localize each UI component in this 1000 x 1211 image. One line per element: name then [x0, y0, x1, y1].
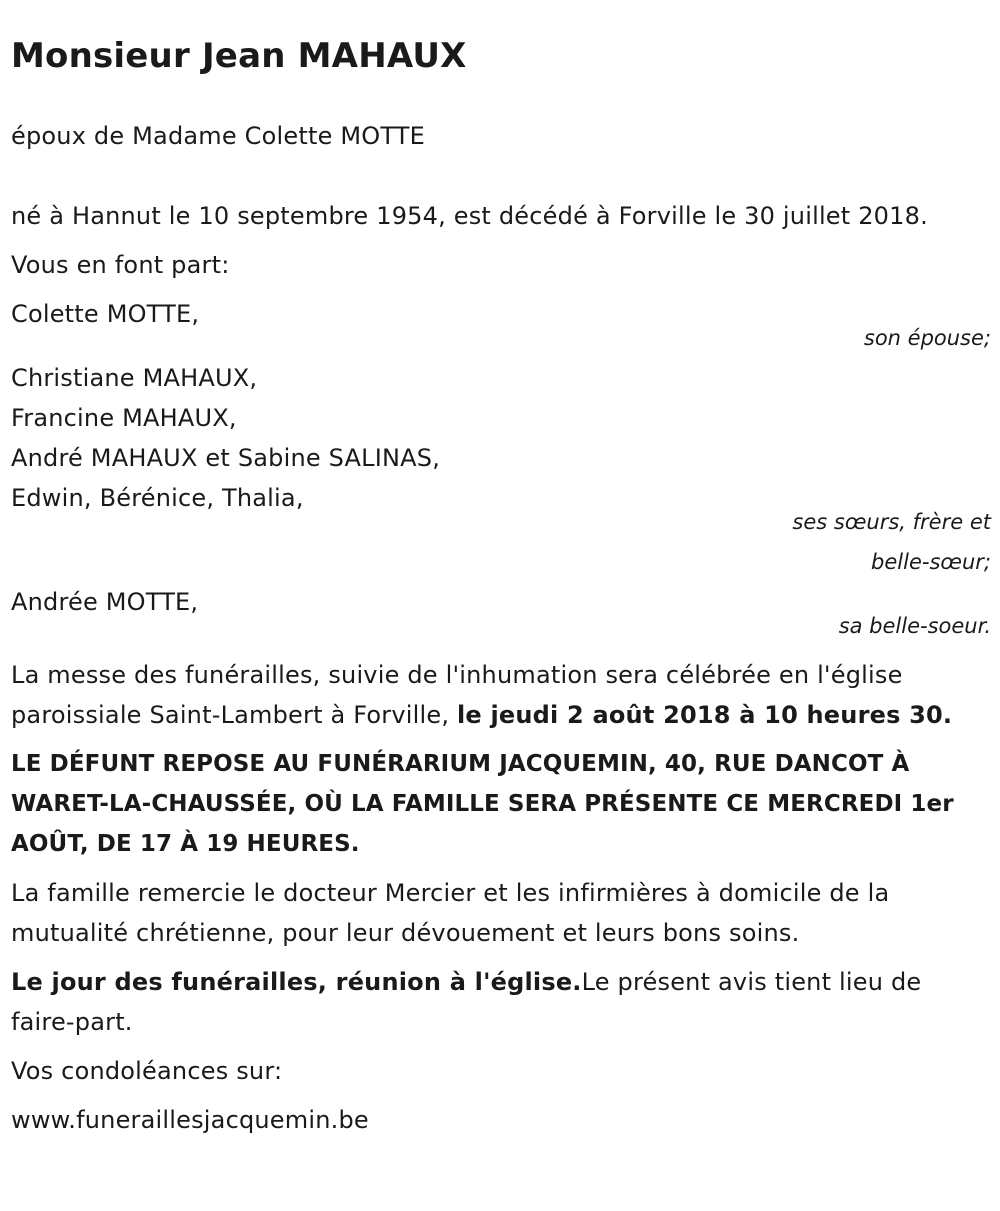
reunion-text: Le présent avis tient lieu de faire-part. [11, 968, 922, 1036]
repose-paragraph: LE DÉFUNT REPOSE AU FUNÉRARIUM JACQUEMIN, 40, RUE DANCOT À WARET-LA-CHAUSSÉE, OÙ LA FAMILLE SERA PRÉSENTE CE MERCREDI 1er AOÛT, DE 17 À 19 HEURES. [11, 751, 954, 857]
mass-paragraph [11, 655, 991, 735]
mass-text: La messe des funérailles, suivie de l'inhumation sera célébrée en l'église paroissiale Saint-Lambert à Forville, [11, 661, 903, 729]
reunion-paragraph [11, 962, 991, 1042]
family-group-siblings [11, 358, 991, 582]
family-name: André MAHAUX et Sabine SALINAS, [11, 444, 441, 472]
family-role: ses sœurs, frère et [792, 510, 991, 534]
mass-date: le jeudi 2 août 2018 à 10 heures 30. [457, 701, 953, 729]
deceased-name-title: Monsieur Jean MAHAUX [11, 36, 467, 76]
family-role: son épouse; [863, 326, 991, 350]
family-role: sa belle-soeur. [838, 614, 991, 638]
family-name: Edwin, Bérénice, Thalia, [11, 484, 304, 512]
family-name: Francine MAHAUX, [11, 404, 237, 432]
condolences-label: Vos condoléances sur: [11, 1057, 283, 1085]
family-role: belle-sœur; [871, 550, 991, 574]
family-name: Christiane MAHAUX, [11, 364, 258, 392]
thanks-paragraph: La famille remercie le docteur Mercier et les infirmières à domicile de la mutualité chrétienne, pour leur dévouement et leurs bons soins. [11, 879, 890, 947]
family-name: Andrée MOTTE, [11, 588, 199, 616]
website-link[interactable]: www.funeraillesjacquemin.be [11, 1106, 369, 1134]
family-group-spouse [11, 294, 991, 358]
family-group-sister-in-law [11, 582, 991, 646]
spouse-line: époux de Madame Colette MOTTE [11, 122, 426, 150]
reunion-bold: Le jour des funérailles, réunion à l'église. [11, 968, 582, 996]
family-name: Colette MOTTE, [11, 300, 200, 328]
obituary-notice [11, 30, 991, 1140]
intro-line: Vous en font part: [11, 251, 230, 279]
birth-death-line: né à Hannut le 10 septembre 1954, est décédé à Forville le 30 juillet 2018. [11, 202, 928, 230]
